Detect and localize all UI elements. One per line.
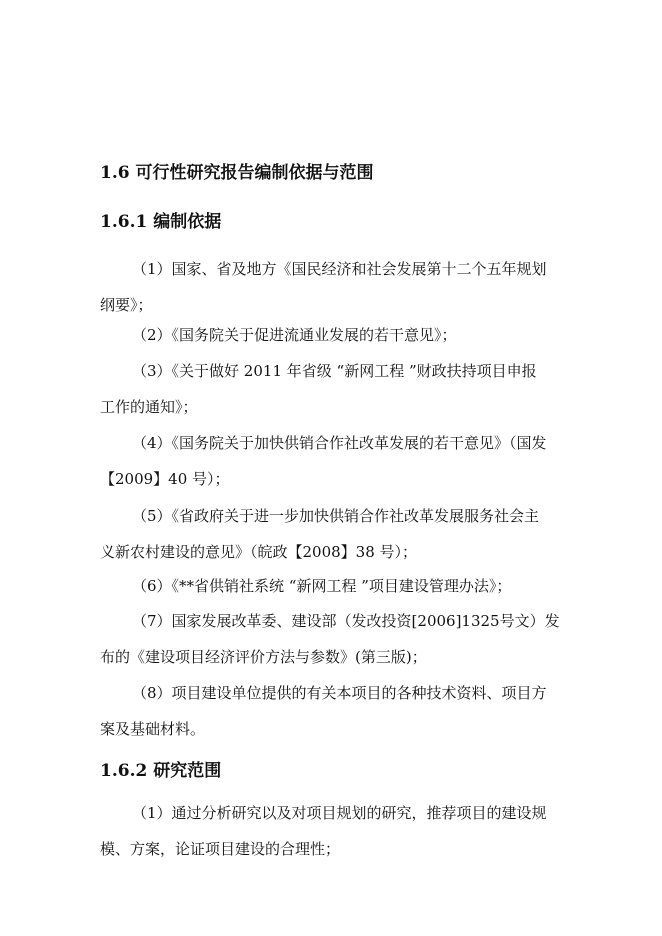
basis-item-8-line-1: （8）项目建设单位提供的有关本项目的各种技术资料、项目方: [132, 684, 547, 702]
section-heading: 1.6 可行性研究报告编制依据与范围: [100, 163, 374, 183]
basis-heading: 1.6.1 编制依据: [100, 212, 222, 232]
basis-item-7: [100, 610, 562, 668]
basis-item-1-line-2: 纲要》；: [100, 296, 153, 314]
basis-item-7-line-1: （7）国家发展改革委、建设部（发改投资[2006]1325号文）发: [132, 612, 560, 630]
scope-item-1: [100, 802, 562, 860]
basis-item-5-line-1: （5）《省政府关于进一步加快供销合作社改革发展服务社会主: [132, 507, 540, 525]
basis-item-6-line-1: （6）《**省供销社系统 “新网工程 ”项目建设管理办法》；: [132, 577, 512, 595]
basis-item-5-line-2: 义新农村建设的意见》（皖政【2008】38 号）；: [100, 543, 418, 561]
basis-item-1-line-1: （1）国家、省及地方《国民经济和社会发展第十二个五年规划: [132, 260, 547, 278]
basis-item-2: [100, 324, 562, 346]
basis-item-4-line-1: （4）《国务院关于加快供销合作社改革发展的若干意见》（国发: [132, 434, 547, 452]
basis-item-3: [100, 360, 562, 418]
basis-item-2-line-1: （2）《国务院关于促进流通业发展的若干意见》；: [132, 326, 457, 344]
basis-item-3-line-2: 工作的通知》；: [100, 398, 198, 416]
basis-item-1: [100, 258, 562, 316]
basis-item-5: [100, 505, 562, 563]
basis-item-8-line-2: 案及基础材料。: [100, 720, 206, 738]
basis-item-6: [100, 575, 562, 597]
basis-item-4: [100, 432, 562, 490]
basis-item-4-line-2: 【2009】40 号）；: [100, 470, 230, 488]
basis-item-3-line-1: （3）《关于做好 2011 年省级 “新网工程 ”财政扶持项目申报: [132, 362, 537, 380]
scope-heading: 1.6.2 研究范围: [100, 761, 222, 781]
basis-item-7-line-2: 布的《建设项目经济评价方法与参数》(第三版)；: [100, 648, 427, 666]
basis-item-8: [100, 682, 562, 740]
scope-item-1-line-2: 模、方案，论证项目建设的合理性；: [100, 840, 341, 858]
scope-item-1-line-1: （1）通过分析研究以及对项目规划的研究，推荐项目的建设规: [132, 804, 547, 822]
